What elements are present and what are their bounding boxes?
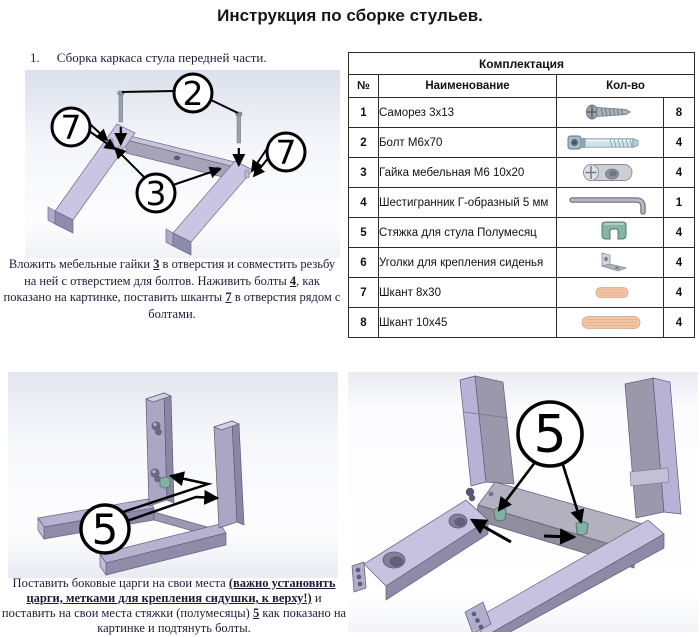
row-qty: 4 [664, 218, 695, 248]
row-num: 6 [349, 248, 379, 278]
dowel-small-icon [557, 278, 664, 308]
callout-5 [518, 402, 582, 466]
side-frame-diagram [8, 372, 338, 583]
step-text: Сборка каркаса стула передней части. [56, 50, 267, 65]
hex-key-icon [557, 188, 664, 218]
table-row [349, 98, 695, 128]
col-header-name: Наименование [379, 75, 557, 98]
table-row [349, 218, 695, 248]
table-row [349, 308, 695, 338]
left-back-post [146, 393, 174, 506]
front-frame-cad-render [25, 70, 340, 258]
table-row [349, 188, 695, 218]
bracket-closeup-cad-render [348, 372, 698, 632]
col-header-qty: Кол-во [557, 75, 695, 98]
callout-3 [137, 174, 175, 213]
row-num: 4 [349, 188, 379, 218]
svg-text:5: 5 [91, 505, 119, 554]
dowel-large-icon [557, 308, 664, 338]
row-name: Шкант 8х30 [379, 278, 557, 308]
row-num: 5 [349, 218, 379, 248]
col-header-num: № [349, 75, 379, 98]
row-name: Уголки для крепления сиденья [379, 248, 557, 278]
barrel-nut-icon [557, 158, 664, 188]
row-num: 3 [349, 158, 379, 188]
step-1-heading [30, 50, 267, 66]
row-qty: 4 [664, 278, 695, 308]
table-row [349, 158, 695, 188]
step-2-instructions: Поставить боковые царги на свои места (важно установить царги, метками для крепления сидушки, к верху!) и поставить на свои места стяжки (полумесяцы) 5 как показано на картинке и подтянуть болты. [1, 576, 347, 635]
row-num: 2 [349, 128, 379, 158]
screw-icon [557, 98, 664, 128]
svg-text:7: 7 [60, 108, 82, 147]
part-ref-4: 4 [289, 273, 297, 288]
svg-text:7: 7 [275, 133, 297, 172]
table-row [349, 278, 695, 308]
step-1-instructions: Вложить мебельные гайки 3 в отверстия и совместить резьбу на ней с отверстием для болтов. Наживить болты 4, как показано на картинке, поставить шканты 7 в отверстия рядом с болтами. [3, 257, 341, 321]
row-name: Саморез 3х13 [379, 98, 557, 128]
row-num: 7 [349, 278, 379, 308]
half-moon-bracket [160, 477, 170, 488]
row-num: 8 [349, 308, 379, 338]
row-qty: 8 [664, 98, 695, 128]
svg-text:2: 2 [182, 74, 204, 113]
part-ref-5: 5 [252, 606, 260, 620]
callout-7-right [267, 133, 305, 172]
callout-2 [174, 74, 212, 113]
row-qty: 4 [664, 158, 695, 188]
important-note: (важно установить царги, метками для крепления сидушки, к верху!) [26, 576, 336, 605]
half-moon-bracket-icon [557, 218, 664, 248]
step-number: 1. [30, 50, 40, 65]
part-ref-3: 3 [153, 257, 160, 271]
right-back-post [214, 421, 244, 528]
parts-table-title: Комплектация [349, 53, 695, 75]
row-name: Шкант 10х45 [379, 308, 557, 338]
corner-bracket-icon [557, 248, 664, 278]
row-num: 1 [349, 98, 379, 128]
parts-table [348, 52, 695, 338]
table-row [349, 248, 695, 278]
side-frame-cad-render [8, 372, 338, 578]
row-name: Гайка мебельная М6 10х20 [379, 158, 557, 188]
callout-7-left [52, 108, 90, 147]
row-name: Болт М6х70 [379, 128, 557, 158]
bolt-icon [557, 128, 664, 158]
row-name: Шестигранник Г-образный 5 мм [379, 188, 557, 218]
instr2-text: Поставить боковые царги на свои места [12, 576, 229, 590]
callout-5 [81, 505, 129, 554]
row-name: Стяжка для стула Полумесяц [379, 218, 557, 248]
row-qty: 4 [664, 248, 695, 278]
front-frame-diagram [25, 70, 340, 263]
svg-text:3: 3 [145, 174, 167, 213]
part-ref-7: 7 [225, 290, 232, 304]
half-moon-bracket-right [576, 522, 588, 536]
table-row [349, 128, 695, 158]
bracket-closeup-diagram [348, 372, 698, 637]
row-qty: 1 [664, 188, 695, 218]
svg-text:5: 5 [533, 405, 567, 465]
page-title: Инструкция по сборке стульев. [217, 6, 483, 25]
row-qty: 4 [664, 128, 695, 158]
row-qty: 4 [664, 308, 695, 338]
instr1-text: Вложить мебельные гайки [8, 257, 154, 271]
